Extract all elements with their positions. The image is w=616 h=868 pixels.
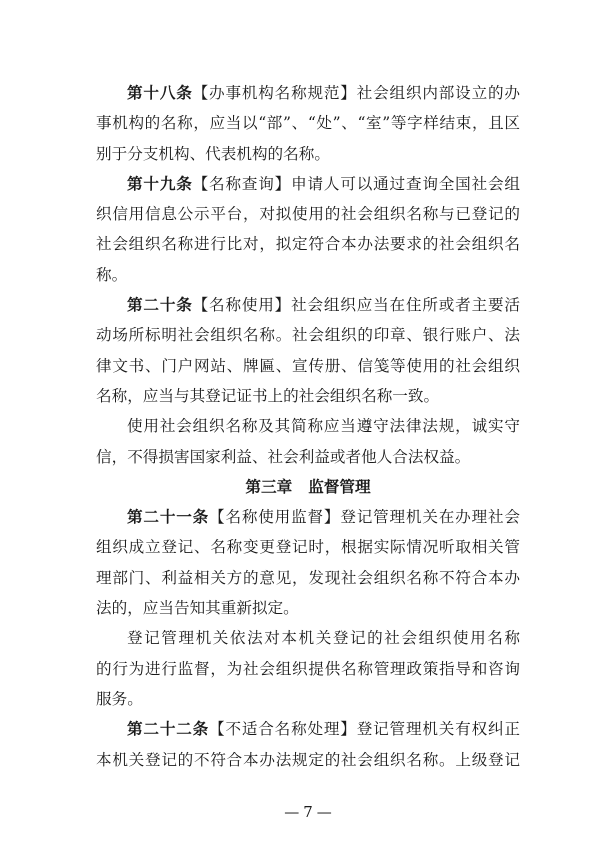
article-20-line-4: 名称，应当与其登记证书上的社会组织名称一致。 <box>96 386 440 405</box>
document-body <box>96 78 520 775</box>
article-20-line-3: 律文书、门户网站、牌匾、宣传册、信笺等使用的社会组织 <box>96 356 520 375</box>
article-20-text: 社会组织应当在住所或者主要活 <box>291 296 520 315</box>
article-19-title: 【名称查询】 <box>192 174 292 193</box>
article-21-title: 【名称使用监督】 <box>209 508 341 527</box>
article-20-line-2: 动场所标明社会组织名称。社会组织的印章、银行账户、法 <box>96 326 520 345</box>
article-19 <box>96 169 520 290</box>
article-22-line-2: 本机关登记的不符合本办法规定的社会组织名称。上级登记 <box>96 750 520 769</box>
article-20-title: 【名称使用】 <box>192 296 292 315</box>
article-21-para2-line-2: 的行为进行监督，为社会组织提供名称管理政策指导和咨询 <box>96 659 520 678</box>
article-18-text: 社会组织内部设立的办 <box>356 84 520 102</box>
chapter-heading <box>96 472 520 502</box>
article-22-number: 第二十二条 <box>127 719 210 739</box>
article-22 <box>96 714 520 775</box>
page-number-dash-left: — <box>284 803 300 821</box>
article-19-line-4: 称。 <box>96 265 128 284</box>
article-18-line-1 <box>96 78 520 108</box>
article-19-text: 申请人可以通过查询全国社会组 <box>291 174 520 193</box>
page-number-dash-right: — <box>316 803 332 821</box>
article-21-number: 第二十一条 <box>127 507 210 527</box>
chapter-title: 监督管理 <box>308 477 371 496</box>
article-21 <box>96 502 520 714</box>
article-21-line-1 <box>96 502 520 532</box>
article-18-line-3: 别于分支机构、代表机构的名称。 <box>96 144 330 163</box>
article-19-line-1 <box>96 169 520 199</box>
article-18 <box>96 78 520 169</box>
article-22-text: 登记管理机关有权纠正 <box>356 720 520 739</box>
article-21-para2-line-1: 登记管理机关依法对本机关登记的社会组织使用名称 <box>127 629 520 648</box>
page-number-value: 7 <box>303 803 313 821</box>
article-21-line-4: 法的，应当告知其重新拟定。 <box>96 599 299 618</box>
article-21-line-2: 组织成立登记、名称变更登记时，根据实际情况听取相关管 <box>96 538 520 557</box>
article-20-number: 第二十条 <box>127 295 193 315</box>
article-22-line-1 <box>96 714 520 744</box>
article-22-title: 【不适合名称处理】 <box>209 720 357 739</box>
article-19-number: 第十九条 <box>127 173 193 193</box>
article-18-title: 【办事机构名称规范】 <box>192 84 357 102</box>
article-20-para2-line-2: 信，不得损害国家利益、社会利益或者他人合法权益。 <box>96 447 471 466</box>
article-21-para2-line-3: 服务。 <box>96 689 143 708</box>
article-20 <box>96 290 520 472</box>
article-18-number: 第十八条 <box>127 83 193 102</box>
chapter-number: 第三章 <box>245 477 293 496</box>
article-19-line-3: 社会组织名称进行比对，拟定符合本办法要求的社会组织名 <box>96 235 520 254</box>
article-20-line-1 <box>96 290 520 320</box>
article-19-line-2: 织信用信息公示平台，对拟使用的社会组织名称与已登记的 <box>96 205 520 224</box>
article-21-line-3: 理部门、利益相关方的意见，发现社会组织名称不符合本办 <box>96 568 520 587</box>
article-20-para2-line-1: 使用社会组织名称及其简称应当遵守法律法规，诚实守 <box>127 417 520 436</box>
page-number <box>0 802 616 822</box>
article-21-text: 登记管理机关在办理社会 <box>340 508 520 527</box>
article-18-line-2: 事机构的名称，应当以“部”、“处”、“室”等字样结束，且区 <box>96 114 520 133</box>
